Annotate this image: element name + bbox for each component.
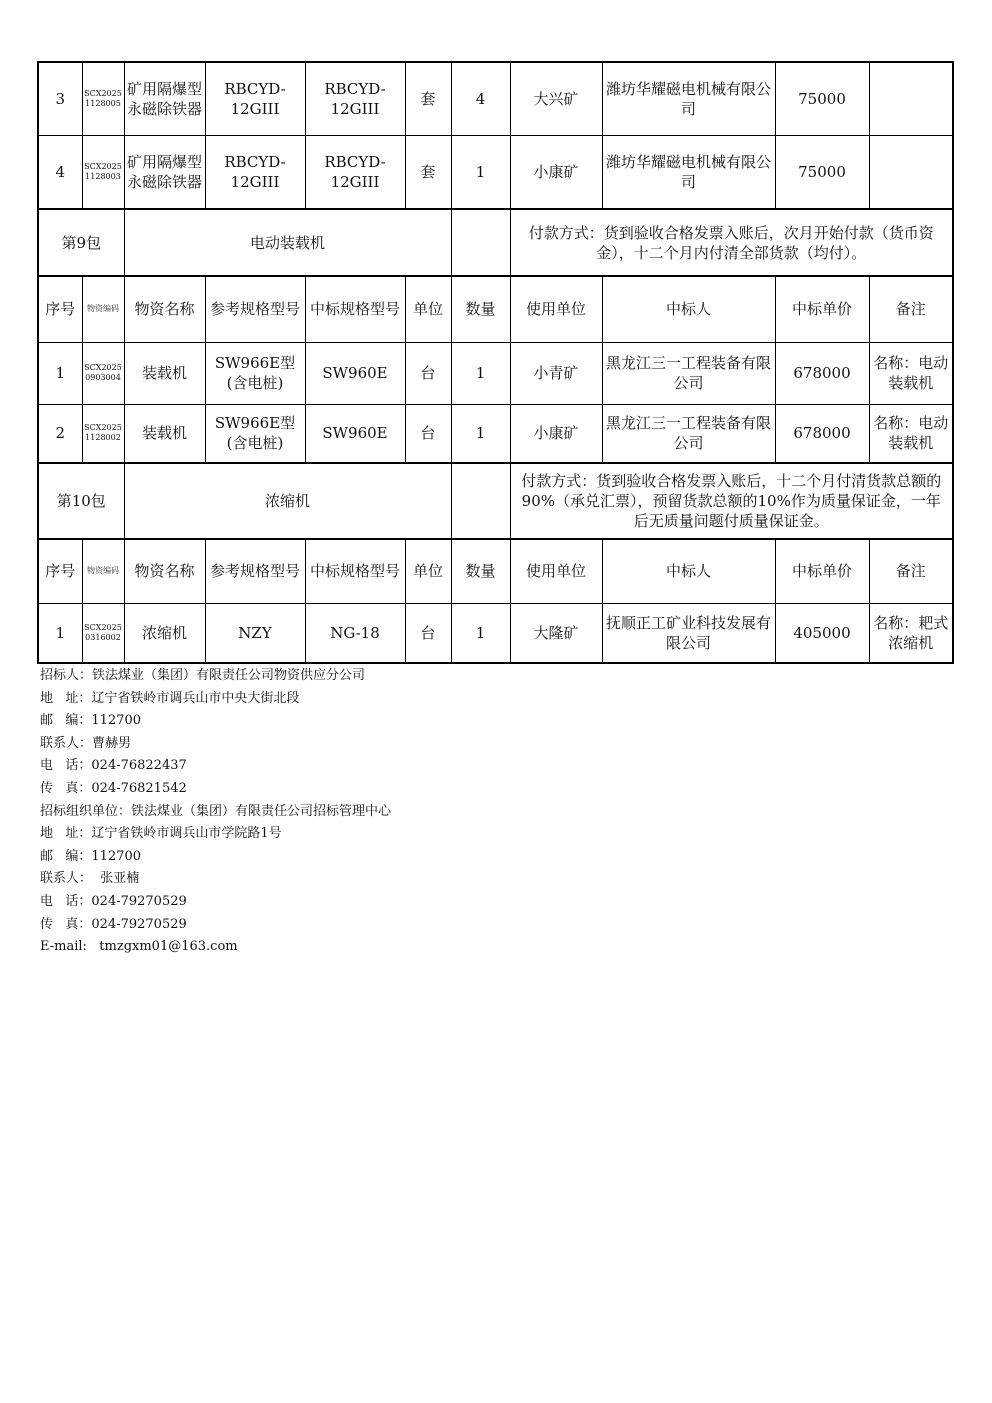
header-code: 物资编码 xyxy=(82,276,124,342)
cell-name: 矿用隔爆型永磁除铁器 xyxy=(124,135,205,209)
cell-note: 名称：电动装载机 xyxy=(869,404,953,463)
agency-email: E-mail: tmzgxm01@163.com xyxy=(40,939,238,955)
cell-price: 678000 xyxy=(775,342,869,404)
cell-name: 装载机 xyxy=(124,342,205,404)
cell-note xyxy=(869,62,953,135)
cell-unit: 套 xyxy=(405,135,451,209)
cell-qty: 1 xyxy=(451,342,510,404)
header-name: 物资名称 xyxy=(124,539,205,603)
package-10-blank xyxy=(451,463,510,539)
table-row xyxy=(38,603,953,663)
cell-winner: 黑龙江三一工程装备有限公司 xyxy=(602,342,775,404)
agency-fax: 传 真：024-79270529 xyxy=(40,916,187,932)
header-name: 物资名称 xyxy=(124,276,205,342)
cell-bid-spec: SW960E xyxy=(305,404,405,463)
header-code: 物资编码 xyxy=(82,539,124,603)
cell-price: 75000 xyxy=(775,135,869,209)
cell-unit: 套 xyxy=(405,62,451,135)
cell-price: 678000 xyxy=(775,404,869,463)
package-9-label: 第9包 xyxy=(38,209,124,276)
header-ref-spec: 参考规格型号 xyxy=(205,539,305,603)
package-10-header-row xyxy=(38,463,953,539)
cell-note xyxy=(869,135,953,209)
header-no: 序号 xyxy=(38,539,82,603)
tenderer-phone: 电 话：024-76822437 xyxy=(40,758,187,774)
agency-contact: 联系人： 张亚楠 xyxy=(40,871,140,887)
cell-bid-spec: RBCYD-12GIII xyxy=(305,135,405,209)
cell-bid-spec: NG-18 xyxy=(305,603,405,663)
cell-name: 矿用隔爆型永磁除铁器 xyxy=(124,62,205,135)
header-price: 中标单价 xyxy=(775,539,869,603)
tenderer-line: 招标人：铁法煤业（集团）有限责任公司物资供应分公司 xyxy=(40,668,366,683)
cell-bid-spec: RBCYD-12GIII xyxy=(305,62,405,135)
contact-info xyxy=(40,665,391,959)
cell-user: 小青矿 xyxy=(510,342,602,404)
cell-ref-spec: NZY xyxy=(205,603,305,663)
cell-ref-spec: SW966E型(含电桩) xyxy=(205,342,305,404)
tenderer-postcode: 邮 编：112700 xyxy=(40,713,142,729)
header-user: 使用单位 xyxy=(510,539,602,603)
cell-code: SCX2025 1128002 xyxy=(82,404,124,463)
cell-note: 名称：耙式浓缩机 xyxy=(869,603,953,663)
agency-line: 招标组织单位：铁法煤业（集团）有限责任公司招标管理中心 xyxy=(40,803,392,819)
cell-name: 装载机 xyxy=(124,404,205,463)
cell-qty: 4 xyxy=(451,62,510,135)
package-10-title: 浓缩机 xyxy=(124,463,451,539)
cell-unit: 台 xyxy=(405,603,451,663)
header-winner: 中标人 xyxy=(602,539,775,603)
cell-name: 浓缩机 xyxy=(124,603,205,663)
agency-address: 地 址：辽宁省铁岭市调兵山市学院路1号 xyxy=(40,826,282,842)
cell-ref-spec: RBCYD-12GIII xyxy=(205,135,305,209)
cell-user: 小康矿 xyxy=(510,404,602,463)
table-row xyxy=(38,135,953,209)
cell-user: 大隆矿 xyxy=(510,603,602,663)
cell-code: SCX2025 0316002 xyxy=(82,603,124,663)
header-winner: 中标人 xyxy=(602,276,775,342)
header-no: 序号 xyxy=(38,276,82,342)
cell-winner: 潍坊华耀磁电机械有限公司 xyxy=(602,62,775,135)
cell-no: 4 xyxy=(38,135,82,209)
package-9-blank xyxy=(451,209,510,276)
cell-no: 1 xyxy=(38,342,82,404)
header-bid-spec: 中标规格型号 xyxy=(305,276,405,342)
cell-price: 405000 xyxy=(775,603,869,663)
package-10-label: 第10包 xyxy=(38,463,124,539)
cell-ref-spec: SW966E型(含电桩) xyxy=(205,404,305,463)
column-header-row xyxy=(38,539,953,603)
cell-code: SCX2025 1128003 xyxy=(82,135,124,209)
tenderer-fax: 传 真：024-76821542 xyxy=(40,780,187,796)
cell-qty: 1 xyxy=(451,603,510,663)
header-note: 备注 xyxy=(869,539,953,603)
package-9-payment-terms: 付款方式：货到验收合格发票入账后，次月开始付款（货币资金），十二个月内付清全部货款（均付）。 xyxy=(510,209,953,276)
cell-user: 小康矿 xyxy=(510,135,602,209)
agency-postcode: 邮 编：112700 xyxy=(40,848,142,864)
agency-phone: 电 话：024-79270529 xyxy=(40,893,187,909)
cell-qty: 1 xyxy=(451,135,510,209)
cell-code: SCX2025 0903004 xyxy=(82,342,124,404)
package-10-payment-terms: 付款方式：货到验收合格发票入账后，十二个月付清货款总额的90%（承兑汇票），预留货款总额的10%作为质量保证金，一年后无质量问题付质量保证金。 xyxy=(510,463,953,539)
package-9-header-row xyxy=(38,209,953,276)
cell-winner: 黑龙江三一工程装备有限公司 xyxy=(602,404,775,463)
cell-qty: 1 xyxy=(451,404,510,463)
cell-note: 名称：电动装载机 xyxy=(869,342,953,404)
header-unit: 单位 xyxy=(405,539,451,603)
cell-user: 大兴矿 xyxy=(510,62,602,135)
cell-price: 75000 xyxy=(775,62,869,135)
header-qty: 数量 xyxy=(451,276,510,342)
package-9-title: 电动装载机 xyxy=(124,209,451,276)
header-unit: 单位 xyxy=(405,276,451,342)
header-user: 使用单位 xyxy=(510,276,602,342)
cell-bid-spec: SW960E xyxy=(305,342,405,404)
cell-no: 1 xyxy=(38,603,82,663)
column-header-row xyxy=(38,276,953,342)
tenderer-contact: 联系人：曹赫男 xyxy=(40,735,132,751)
table-row xyxy=(38,404,953,463)
cell-unit: 台 xyxy=(405,342,451,404)
table-row xyxy=(38,342,953,404)
bid-result-table xyxy=(37,61,954,664)
cell-code: SCX2025 1128005 xyxy=(82,62,124,135)
header-bid-spec: 中标规格型号 xyxy=(305,539,405,603)
cell-winner: 潍坊华耀磁电机械有限公司 xyxy=(602,135,775,209)
table-row xyxy=(38,62,953,135)
header-qty: 数量 xyxy=(451,539,510,603)
header-price: 中标单价 xyxy=(775,276,869,342)
cell-unit: 台 xyxy=(405,404,451,463)
header-ref-spec: 参考规格型号 xyxy=(205,276,305,342)
cell-ref-spec: RBCYD-12GIII xyxy=(205,62,305,135)
cell-no: 2 xyxy=(38,404,82,463)
header-note: 备注 xyxy=(869,276,953,342)
tenderer-address: 地 址：辽宁省铁岭市调兵山市中央大街北段 xyxy=(40,690,300,706)
cell-no: 3 xyxy=(38,62,82,135)
cell-winner: 抚顺正工矿业科技发展有限公司 xyxy=(602,603,775,663)
